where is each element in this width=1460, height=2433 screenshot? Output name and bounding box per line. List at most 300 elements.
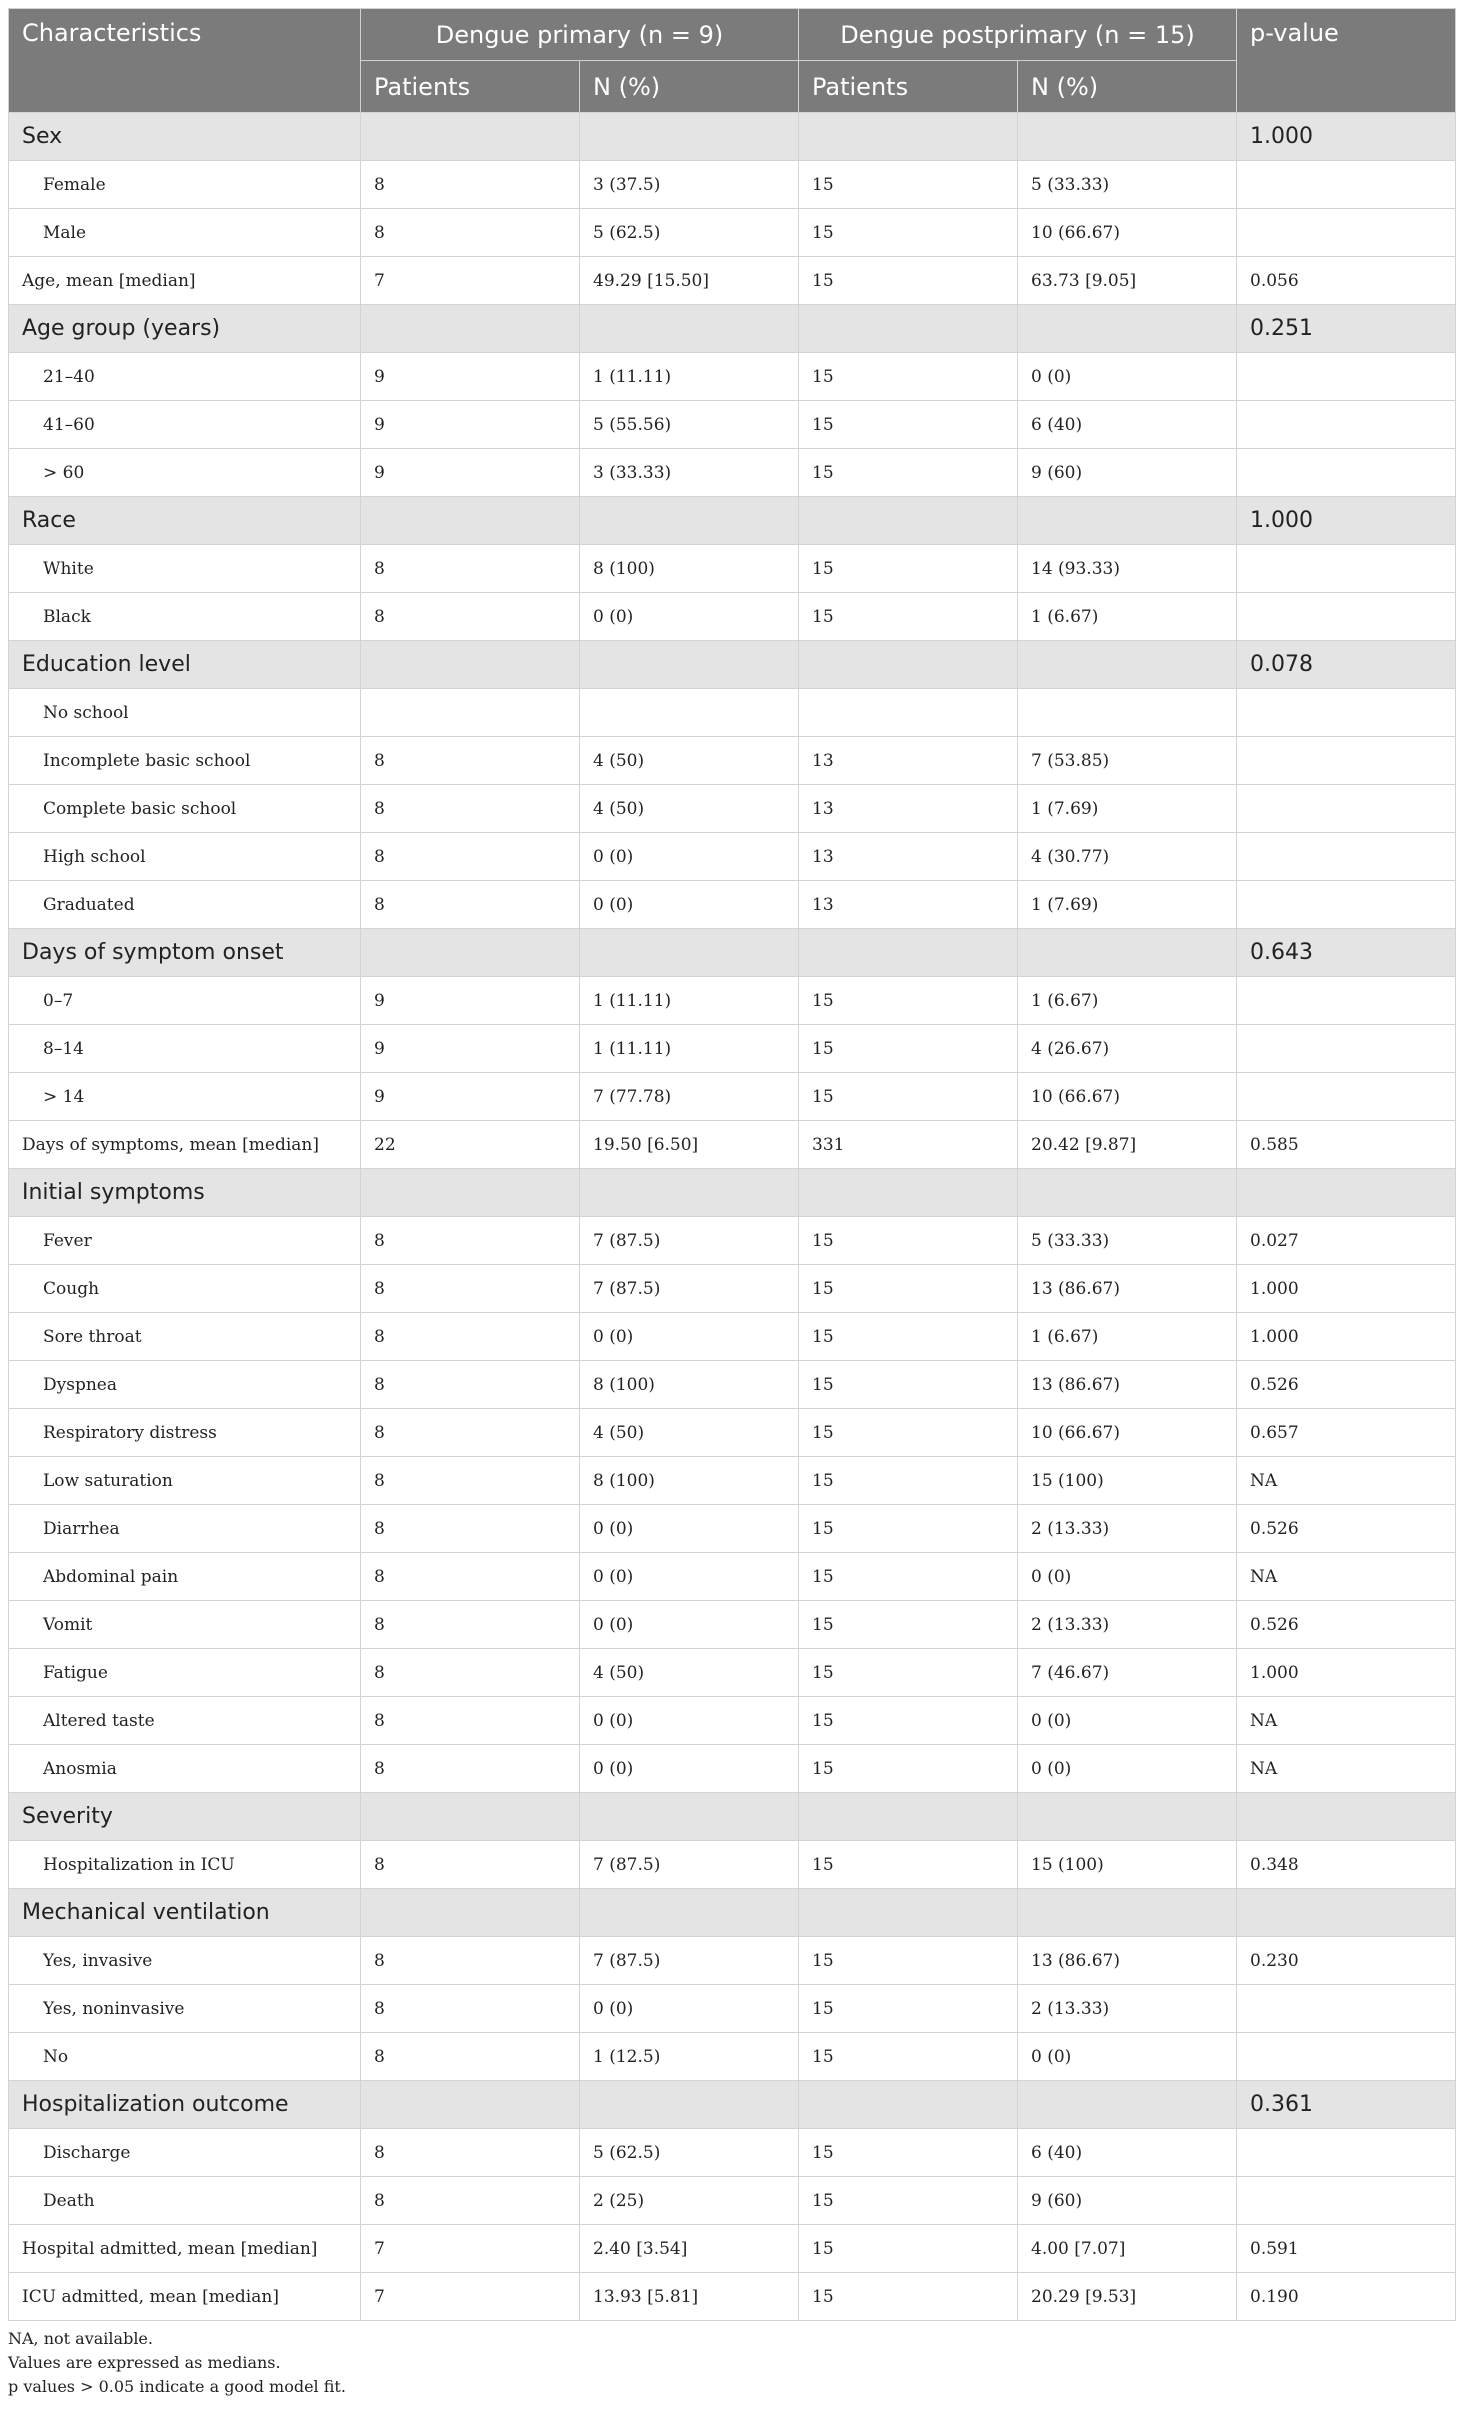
table-row	[9, 545, 1456, 593]
n-percent-postprimary-cell: 10 (66.67)	[1018, 1409, 1237, 1457]
n-percent-primary-cell	[580, 929, 799, 977]
characteristic-cell: Discharge	[9, 2129, 361, 2177]
patients-primary-cell: 9	[361, 449, 580, 497]
characteristic-cell: Graduated	[9, 881, 361, 929]
patients-postprimary-cell	[799, 929, 1018, 977]
characteristic-cell: Respiratory distress	[9, 1409, 361, 1457]
p-value-cell: 0.657	[1237, 1409, 1456, 1457]
characteristic-cell: > 14	[9, 1073, 361, 1121]
patients-postprimary-cell: 13	[799, 785, 1018, 833]
patients-primary-cell: 8	[361, 1457, 580, 1505]
p-value-cell: 0.526	[1237, 1361, 1456, 1409]
characteristic-cell: Hospitalization in ICU	[9, 1841, 361, 1889]
p-value-cell	[1237, 737, 1456, 785]
patients-postprimary-cell: 15	[799, 1937, 1018, 1985]
characteristic-cell: Altered taste	[9, 1697, 361, 1745]
n-percent-postprimary-cell: 0 (0)	[1018, 2033, 1237, 2081]
n-percent-postprimary-cell: 7 (53.85)	[1018, 737, 1237, 785]
n-percent-postprimary-cell: 1 (7.69)	[1018, 785, 1237, 833]
patients-primary-cell	[361, 497, 580, 545]
n-percent-primary-cell	[580, 497, 799, 545]
patients-primary-cell: 8	[361, 1649, 580, 1697]
patients-postprimary-cell	[799, 1169, 1018, 1217]
n-percent-primary-cell: 5 (62.5)	[580, 2129, 799, 2177]
patients-primary-cell: 8	[361, 1409, 580, 1457]
p-value-cell	[1237, 2129, 1456, 2177]
n-percent-primary-cell: 2.40 [3.54]	[580, 2225, 799, 2273]
patients-primary-cell: 8	[361, 1937, 580, 1985]
p-value-cell: 1.000	[1237, 1649, 1456, 1697]
table-row	[9, 593, 1456, 641]
patients-postprimary-cell: 15	[799, 1985, 1018, 2033]
n-percent-primary-cell: 13.93 [5.81]	[580, 2273, 799, 2321]
p-value-cell: 0.591	[1237, 2225, 1456, 2273]
n-percent-primary-cell	[580, 1169, 799, 1217]
patients-primary-cell: 7	[361, 2273, 580, 2321]
patients-postprimary-cell: 15	[799, 401, 1018, 449]
n-percent-postprimary-cell: 10 (66.67)	[1018, 1073, 1237, 1121]
p-value-cell	[1237, 785, 1456, 833]
n-percent-primary-cell: 5 (55.56)	[580, 401, 799, 449]
characteristic-cell: ICU admitted, mean [median]	[9, 2273, 361, 2321]
section-row	[9, 1169, 1456, 1217]
characteristic-cell: Fever	[9, 1217, 361, 1265]
p-value-cell	[1237, 1025, 1456, 1073]
patients-primary-cell: 8	[361, 1505, 580, 1553]
characteristic-cell: Days of symptom onset	[9, 929, 361, 977]
p-value-cell: 0.585	[1237, 1121, 1456, 1169]
patients-postprimary-cell: 15	[799, 257, 1018, 305]
patients-primary-cell: 8	[361, 2129, 580, 2177]
table-row	[9, 1121, 1456, 1169]
p-value-cell: 0.348	[1237, 1841, 1456, 1889]
table-container	[8, 8, 1455, 2399]
table-row	[9, 1697, 1456, 1745]
p-value-cell: 0.361	[1237, 2081, 1456, 2129]
table-row	[9, 209, 1456, 257]
characteristic-cell: Hospitalization outcome	[9, 2081, 361, 2129]
patients-primary-cell: 9	[361, 1073, 580, 1121]
n-percent-postprimary-cell: 14 (93.33)	[1018, 545, 1237, 593]
table-footnotes	[8, 2327, 1455, 2399]
p-value-cell: 1.000	[1237, 1313, 1456, 1361]
p-value-cell	[1237, 2033, 1456, 2081]
n-percent-postprimary-cell: 13 (86.67)	[1018, 1361, 1237, 1409]
patients-primary-cell: 8	[361, 785, 580, 833]
patients-postprimary-cell: 15	[799, 2177, 1018, 2225]
characteristic-cell: Race	[9, 497, 361, 545]
p-value-cell	[1237, 2177, 1456, 2225]
n-percent-primary-cell: 19.50 [6.50]	[580, 1121, 799, 1169]
p-value-cell	[1237, 833, 1456, 881]
p-value-cell	[1237, 449, 1456, 497]
characteristic-cell: Male	[9, 209, 361, 257]
section-row	[9, 2081, 1456, 2129]
n-percent-postprimary-cell: 13 (86.67)	[1018, 1265, 1237, 1313]
characteristic-cell: 21–40	[9, 353, 361, 401]
patients-postprimary-cell: 15	[799, 593, 1018, 641]
n-percent-primary-cell: 4 (50)	[580, 1649, 799, 1697]
characteristic-cell: Diarrhea	[9, 1505, 361, 1553]
patients-postprimary-cell: 15	[799, 1745, 1018, 1793]
patients-postprimary-cell	[799, 113, 1018, 161]
patients-primary-cell: 8	[361, 209, 580, 257]
n-percent-primary-cell	[580, 2081, 799, 2129]
patients-postprimary-cell: 15	[799, 977, 1018, 1025]
patients-primary-cell: 8	[361, 545, 580, 593]
p-value-cell: 0.190	[1237, 2273, 1456, 2321]
header-p-value: p-value	[1237, 9, 1456, 113]
table-row	[9, 257, 1456, 305]
n-percent-primary-cell: 4 (50)	[580, 737, 799, 785]
characteristic-cell: Mechanical ventilation	[9, 1889, 361, 1937]
patients-postprimary-cell	[799, 2081, 1018, 2129]
n-percent-postprimary-cell: 2 (13.33)	[1018, 1985, 1237, 2033]
p-value-cell	[1237, 1889, 1456, 1937]
header-dengue-primary: Dengue primary (n = 9)	[361, 9, 799, 61]
n-percent-postprimary-cell: 1 (6.67)	[1018, 593, 1237, 641]
n-percent-primary-cell: 0 (0)	[580, 1505, 799, 1553]
characteristic-cell: Yes, noninvasive	[9, 1985, 361, 2033]
n-percent-postprimary-cell: 5 (33.33)	[1018, 161, 1237, 209]
patients-postprimary-cell	[799, 305, 1018, 353]
patients-postprimary-cell: 331	[799, 1121, 1018, 1169]
p-value-cell: 0.078	[1237, 641, 1456, 689]
p-value-cell	[1237, 977, 1456, 1025]
n-percent-primary-cell: 1 (11.11)	[580, 977, 799, 1025]
n-percent-postprimary-cell: 2 (13.33)	[1018, 1505, 1237, 1553]
n-percent-postprimary-cell: 63.73 [9.05]	[1018, 257, 1237, 305]
patients-postprimary-cell: 15	[799, 1601, 1018, 1649]
header-characteristics: Characteristics	[9, 9, 361, 113]
n-percent-primary-cell	[580, 689, 799, 737]
table-row	[9, 1745, 1456, 1793]
n-percent-postprimary-cell: 15 (100)	[1018, 1841, 1237, 1889]
patients-postprimary-cell: 15	[799, 161, 1018, 209]
table-row	[9, 1601, 1456, 1649]
table-row	[9, 1505, 1456, 1553]
characteristic-cell: Yes, invasive	[9, 1937, 361, 1985]
table-row	[9, 161, 1456, 209]
n-percent-primary-cell	[580, 641, 799, 689]
table-header	[9, 9, 1456, 113]
patients-primary-cell: 7	[361, 257, 580, 305]
patients-postprimary-cell: 15	[799, 209, 1018, 257]
characteristic-cell: Dyspnea	[9, 1361, 361, 1409]
patients-primary-cell: 8	[361, 1985, 580, 2033]
characteristic-cell: Fatigue	[9, 1649, 361, 1697]
table-row	[9, 689, 1456, 737]
footnote: Values are expressed as medians.	[8, 2353, 281, 2372]
p-value-cell: 0.230	[1237, 1937, 1456, 1985]
n-percent-postprimary-cell: 1 (7.69)	[1018, 881, 1237, 929]
patients-primary-cell: 8	[361, 881, 580, 929]
table-row	[9, 449, 1456, 497]
p-value-cell	[1237, 401, 1456, 449]
n-percent-postprimary-cell: 0 (0)	[1018, 1697, 1237, 1745]
patients-postprimary-cell: 15	[799, 1457, 1018, 1505]
n-percent-postprimary-cell: 4.00 [7.07]	[1018, 2225, 1237, 2273]
patients-postprimary-cell: 15	[799, 1073, 1018, 1121]
table-row	[9, 401, 1456, 449]
table-row	[9, 2033, 1456, 2081]
characteristic-cell: Abdominal pain	[9, 1553, 361, 1601]
n-percent-postprimary-cell	[1018, 641, 1237, 689]
n-percent-primary-cell: 5 (62.5)	[580, 209, 799, 257]
patients-primary-cell: 8	[361, 1601, 580, 1649]
n-percent-postprimary-cell	[1018, 497, 1237, 545]
patients-postprimary-cell: 15	[799, 1361, 1018, 1409]
p-value-cell: 0.251	[1237, 305, 1456, 353]
patients-postprimary-cell: 13	[799, 881, 1018, 929]
patients-postprimary-cell: 15	[799, 1697, 1018, 1745]
characteristic-cell: Initial symptoms	[9, 1169, 361, 1217]
n-percent-postprimary-cell: 9 (60)	[1018, 449, 1237, 497]
characteristic-cell: Age group (years)	[9, 305, 361, 353]
header-n-percent-postprimary: N (%)	[1018, 61, 1237, 113]
n-percent-primary-cell: 0 (0)	[580, 1985, 799, 2033]
p-value-cell: 0.526	[1237, 1601, 1456, 1649]
patients-postprimary-cell: 15	[799, 1265, 1018, 1313]
patients-postprimary-cell: 15	[799, 1505, 1018, 1553]
n-percent-primary-cell: 7 (77.78)	[580, 1073, 799, 1121]
table-row	[9, 1457, 1456, 1505]
patients-primary-cell	[361, 641, 580, 689]
patients-postprimary-cell	[799, 1889, 1018, 1937]
n-percent-primary-cell	[580, 113, 799, 161]
n-percent-primary-cell: 7 (87.5)	[580, 1217, 799, 1265]
patients-postprimary-cell: 15	[799, 1025, 1018, 1073]
characteristic-cell: Cough	[9, 1265, 361, 1313]
p-value-cell	[1237, 545, 1456, 593]
patients-postprimary-cell: 13	[799, 737, 1018, 785]
table-row	[9, 353, 1456, 401]
patients-primary-cell	[361, 689, 580, 737]
table-row	[9, 1073, 1456, 1121]
patients-primary-cell: 8	[361, 1265, 580, 1313]
p-value-cell: 1.000	[1237, 113, 1456, 161]
header-patients-postprimary: Patients	[799, 61, 1018, 113]
patients-postprimary-cell	[799, 1793, 1018, 1841]
n-percent-primary-cell: 7 (87.5)	[580, 1265, 799, 1313]
patients-postprimary-cell: 15	[799, 2273, 1018, 2321]
section-row	[9, 929, 1456, 977]
n-percent-primary-cell: 0 (0)	[580, 833, 799, 881]
patients-primary-cell: 8	[361, 593, 580, 641]
characteristic-cell: Black	[9, 593, 361, 641]
patients-postprimary-cell: 15	[799, 1553, 1018, 1601]
table-row	[9, 833, 1456, 881]
patients-postprimary-cell: 15	[799, 1313, 1018, 1361]
patients-primary-cell: 7	[361, 2225, 580, 2273]
n-percent-primary-cell: 49.29 [15.50]	[580, 257, 799, 305]
n-percent-postprimary-cell: 0 (0)	[1018, 1553, 1237, 1601]
patients-postprimary-cell: 15	[799, 2129, 1018, 2177]
header-dengue-postprimary: Dengue postprimary (n = 15)	[799, 9, 1237, 61]
characteristic-cell: Age, mean [median]	[9, 257, 361, 305]
characteristic-cell: Low saturation	[9, 1457, 361, 1505]
characteristic-cell: Vomit	[9, 1601, 361, 1649]
patients-primary-cell: 8	[361, 2177, 580, 2225]
patients-postprimary-cell: 15	[799, 1841, 1018, 1889]
patients-postprimary-cell: 15	[799, 449, 1018, 497]
patients-primary-cell: 9	[361, 353, 580, 401]
patients-postprimary-cell: 15	[799, 353, 1018, 401]
patients-primary-cell: 8	[361, 1745, 580, 1793]
patients-primary-cell	[361, 1169, 580, 1217]
n-percent-postprimary-cell: 2 (13.33)	[1018, 1601, 1237, 1649]
section-row	[9, 305, 1456, 353]
p-value-cell: 0.526	[1237, 1505, 1456, 1553]
patients-primary-cell: 8	[361, 833, 580, 881]
patients-primary-cell: 8	[361, 1697, 580, 1745]
n-percent-primary-cell: 0 (0)	[580, 593, 799, 641]
n-percent-postprimary-cell: 4 (26.67)	[1018, 1025, 1237, 1073]
footnote: p values > 0.05 indicate a good model fit.	[8, 2377, 346, 2396]
header-patients-primary: Patients	[361, 61, 580, 113]
table-row	[9, 881, 1456, 929]
characteristic-cell: High school	[9, 833, 361, 881]
patients-postprimary-cell: 15	[799, 545, 1018, 593]
n-percent-postprimary-cell	[1018, 1889, 1237, 1937]
patients-primary-cell	[361, 113, 580, 161]
patients-primary-cell	[361, 1889, 580, 1937]
characteristic-cell: No school	[9, 689, 361, 737]
p-value-cell	[1237, 689, 1456, 737]
characteristic-cell: Education level	[9, 641, 361, 689]
p-value-cell: NA	[1237, 1745, 1456, 1793]
n-percent-postprimary-cell	[1018, 305, 1237, 353]
p-value-cell: 0.056	[1237, 257, 1456, 305]
characteristic-cell: White	[9, 545, 361, 593]
patients-primary-cell: 8	[361, 1553, 580, 1601]
n-percent-primary-cell: 0 (0)	[580, 1601, 799, 1649]
table-row	[9, 2273, 1456, 2321]
patients-primary-cell: 8	[361, 1313, 580, 1361]
n-percent-postprimary-cell	[1018, 689, 1237, 737]
patients-postprimary-cell: 15	[799, 1217, 1018, 1265]
p-value-cell	[1237, 161, 1456, 209]
section-row	[9, 497, 1456, 545]
characteristic-cell: Death	[9, 2177, 361, 2225]
table-body	[9, 113, 1456, 2321]
section-row	[9, 1889, 1456, 1937]
n-percent-postprimary-cell: 7 (46.67)	[1018, 1649, 1237, 1697]
n-percent-postprimary-cell: 13 (86.67)	[1018, 1937, 1237, 1985]
characteristic-cell: Complete basic school	[9, 785, 361, 833]
characteristic-cell: Anosmia	[9, 1745, 361, 1793]
n-percent-postprimary-cell: 6 (40)	[1018, 401, 1237, 449]
p-value-cell: 1.000	[1237, 497, 1456, 545]
patients-postprimary-cell: 15	[799, 2225, 1018, 2273]
patients-primary-cell	[361, 1793, 580, 1841]
p-value-cell: 1.000	[1237, 1265, 1456, 1313]
table-row	[9, 977, 1456, 1025]
n-percent-primary-cell: 3 (37.5)	[580, 161, 799, 209]
table-row	[9, 1409, 1456, 1457]
patients-primary-cell: 9	[361, 1025, 580, 1073]
p-value-cell	[1237, 1169, 1456, 1217]
n-percent-postprimary-cell: 5 (33.33)	[1018, 1217, 1237, 1265]
patients-postprimary-cell: 13	[799, 833, 1018, 881]
patients-primary-cell: 8	[361, 737, 580, 785]
characteristic-cell: Sore throat	[9, 1313, 361, 1361]
section-row	[9, 1793, 1456, 1841]
patients-primary-cell: 22	[361, 1121, 580, 1169]
patients-primary-cell: 8	[361, 1841, 580, 1889]
characteristic-cell: Female	[9, 161, 361, 209]
patients-postprimary-cell	[799, 689, 1018, 737]
patients-primary-cell: 9	[361, 401, 580, 449]
n-percent-primary-cell: 1 (12.5)	[580, 2033, 799, 2081]
p-value-cell	[1237, 353, 1456, 401]
p-value-cell	[1237, 1073, 1456, 1121]
patients-primary-cell	[361, 305, 580, 353]
n-percent-postprimary-cell: 6 (40)	[1018, 2129, 1237, 2177]
n-percent-postprimary-cell: 15 (100)	[1018, 1457, 1237, 1505]
characteristic-cell: Severity	[9, 1793, 361, 1841]
table-row	[9, 785, 1456, 833]
characteristic-cell: Days of symptoms, mean [median]	[9, 1121, 361, 1169]
n-percent-postprimary-cell	[1018, 1793, 1237, 1841]
patients-postprimary-cell	[799, 497, 1018, 545]
patients-primary-cell: 8	[361, 2033, 580, 2081]
footnote: NA, not available.	[8, 2329, 153, 2348]
characteristic-cell: Sex	[9, 113, 361, 161]
n-percent-primary-cell	[580, 1793, 799, 1841]
table-row	[9, 2225, 1456, 2273]
characteristic-cell: Incomplete basic school	[9, 737, 361, 785]
patients-primary-cell: 8	[361, 1361, 580, 1409]
n-percent-primary-cell	[580, 1889, 799, 1937]
n-percent-postprimary-cell	[1018, 1169, 1237, 1217]
p-value-cell: NA	[1237, 1697, 1456, 1745]
section-row	[9, 641, 1456, 689]
n-percent-primary-cell: 4 (50)	[580, 785, 799, 833]
n-percent-postprimary-cell: 1 (6.67)	[1018, 1313, 1237, 1361]
table-row	[9, 1217, 1456, 1265]
table-row	[9, 1649, 1456, 1697]
table-row	[9, 1265, 1456, 1313]
p-value-cell: NA	[1237, 1553, 1456, 1601]
patients-primary-cell: 8	[361, 1217, 580, 1265]
n-percent-primary-cell	[580, 305, 799, 353]
n-percent-postprimary-cell: 0 (0)	[1018, 353, 1237, 401]
patients-primary-cell	[361, 2081, 580, 2129]
characteristic-cell: No	[9, 2033, 361, 2081]
n-percent-primary-cell: 1 (11.11)	[580, 353, 799, 401]
n-percent-postprimary-cell: 1 (6.67)	[1018, 977, 1237, 1025]
patients-postprimary-cell	[799, 641, 1018, 689]
n-percent-primary-cell: 8 (100)	[580, 1361, 799, 1409]
table-row	[9, 1937, 1456, 1985]
table-row	[9, 737, 1456, 785]
p-value-cell	[1237, 881, 1456, 929]
patients-primary-cell: 8	[361, 161, 580, 209]
header-n-percent-primary: N (%)	[580, 61, 799, 113]
n-percent-postprimary-cell: 4 (30.77)	[1018, 833, 1237, 881]
n-percent-postprimary-cell	[1018, 113, 1237, 161]
p-value-cell	[1237, 593, 1456, 641]
table-row	[9, 1313, 1456, 1361]
n-percent-primary-cell: 7 (87.5)	[580, 1841, 799, 1889]
p-value-cell: NA	[1237, 1457, 1456, 1505]
p-value-cell	[1237, 1793, 1456, 1841]
n-percent-postprimary-cell: 9 (60)	[1018, 2177, 1237, 2225]
n-percent-postprimary-cell: 0 (0)	[1018, 1745, 1237, 1793]
patients-primary-cell	[361, 929, 580, 977]
characteristic-cell: 0–7	[9, 977, 361, 1025]
